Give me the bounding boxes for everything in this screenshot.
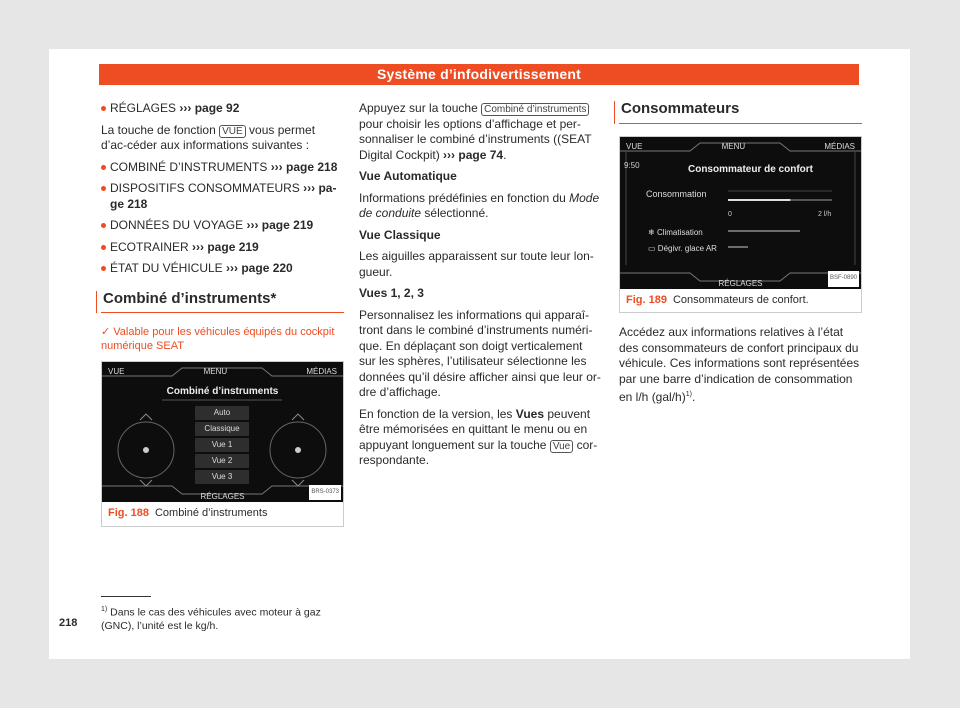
screen-medias[interactable]: MÉDIAS bbox=[824, 141, 855, 151]
figure-caption: Fig. 188 Combiné d’instruments bbox=[108, 507, 268, 519]
scale-min: 0 bbox=[728, 210, 732, 218]
applicability-note: ✓ Valable pour les véhicules équipés du cockpit numérique SEAT bbox=[101, 326, 335, 352]
subheading: Vue Automatique bbox=[359, 169, 457, 183]
snowflake-icon: ❄ bbox=[648, 227, 655, 237]
page-reference[interactable]: ››› page 74 bbox=[443, 147, 504, 162]
menu-option-auto[interactable]: Auto bbox=[195, 406, 249, 420]
page-number: 218 bbox=[59, 617, 78, 629]
screen-reglages[interactable]: RÉGLAGES bbox=[718, 278, 763, 288]
column-3 bbox=[619, 101, 862, 412]
section-title: Combiné d’instruments* bbox=[101, 291, 344, 314]
paragraph: Informations prédéfinies en fonction du Mode de conduite sélectionné. bbox=[359, 190, 600, 220]
subheading: Vue Classique bbox=[359, 227, 441, 242]
menu-option-vue2[interactable]: Vue 2 bbox=[195, 454, 249, 468]
screen-title: Consommateur de confort bbox=[687, 163, 813, 175]
menu-option-vue1[interactable]: Vue 1 bbox=[195, 438, 249, 452]
list-item: ÉTAT DU VÉHICULE ››› page 220 bbox=[101, 261, 344, 277]
subheading: Vues 1, 2, 3 bbox=[359, 286, 424, 300]
figure-code: BSF-0890 bbox=[828, 271, 859, 287]
column-1 bbox=[101, 101, 344, 527]
scale-max: 2 l/h bbox=[818, 210, 832, 218]
screen-title: Combiné d’instruments bbox=[166, 386, 279, 397]
list-item: DISPOSITIFS CONSOMMATEURS ››› pa-ge 218 bbox=[101, 181, 344, 212]
intro-paragraph: La touche de fonction VUE vous permet d’ac-céder aux informations suivantes : bbox=[101, 122, 316, 152]
page-reference[interactable]: ››› page 219 bbox=[192, 239, 259, 254]
list-item: RÉGLAGES ››› page 92 bbox=[101, 101, 344, 117]
screen-image bbox=[102, 362, 343, 502]
footnote-divider bbox=[101, 596, 151, 597]
figure-caption: Fig. 189 Consommateurs de confort. bbox=[626, 293, 809, 306]
screen-top-bar bbox=[620, 137, 861, 153]
vue-key: Vue bbox=[550, 440, 573, 453]
menu-option-vue3[interactable]: Vue 3 bbox=[195, 470, 249, 484]
page-reference[interactable]: ››› pa-ge 218 bbox=[110, 181, 337, 211]
column-2 bbox=[359, 101, 602, 475]
page-reference[interactable]: ››› page 218 bbox=[270, 159, 338, 174]
list-item: ECOTRAINER ››› page 219 bbox=[101, 240, 344, 256]
paragraph: Les aiguilles apparaissent sur toute leur lon-gueur. bbox=[359, 249, 594, 279]
figure-code: BRS-0373 bbox=[309, 485, 341, 501]
list-item: COMBINÉ D’INSTRUMENTS ››› page 218 bbox=[101, 160, 344, 176]
screen-menu[interactable]: MENU bbox=[721, 141, 746, 151]
page-reference[interactable]: ››› page 220 bbox=[226, 261, 293, 275]
screen-top-bar bbox=[102, 362, 343, 378]
item-climatisation: ❄ Climatisation bbox=[648, 227, 703, 237]
screen-reglages[interactable]: RÉGLAGES bbox=[200, 492, 245, 501]
list-item: DONNÉES DU VOYAGE ››› page 219 bbox=[101, 218, 344, 234]
page-reference[interactable]: ››› page 92 bbox=[179, 101, 240, 115]
section-title: Consommateurs bbox=[619, 101, 862, 124]
screen-medias[interactable]: MÉDIAS bbox=[306, 367, 337, 376]
screen-vue[interactable]: VUE bbox=[108, 367, 125, 376]
footnote: $^{1)}$ Dans le cas des véhicules avec moteur à gaz (GNC), l’unité est le kg/h. bbox=[101, 596, 344, 633]
figure-188 bbox=[101, 361, 344, 527]
page-header: Système d’infodivertissement bbox=[99, 64, 859, 85]
menu-option-classique[interactable]: Classique bbox=[195, 422, 249, 436]
item-degivrage: ▭ Dégivr. glace AR bbox=[648, 243, 717, 253]
combine-key: Combiné d’instruments bbox=[481, 103, 589, 116]
screen-time: 9:50 bbox=[624, 160, 640, 170]
screen-menu[interactable]: MENU bbox=[203, 367, 228, 376]
figure-189 bbox=[619, 136, 862, 314]
consumption-label: Consommation bbox=[646, 188, 707, 199]
paragraph: Accédez aux informations relatives à l’état des consommateurs de confort principaux du véhicule. Ces informations sont représentées par une barre d’indication de consommation en l/h $(gal/h)^{1)}$. bbox=[619, 325, 860, 404]
screen-vue[interactable]: VUE bbox=[626, 141, 643, 151]
paragraph: En fonction de la version, les Vues peuvent être mémorisées en quittant le menu ou en appuyant longuement sur la touche Vue cor-respondante. bbox=[359, 406, 598, 467]
page-reference[interactable]: ››› page 219 bbox=[246, 218, 314, 232]
vue-key: VUE bbox=[219, 125, 246, 138]
document-page bbox=[49, 49, 910, 659]
paragraph: Personnalisez les informations qui apparaî-tront dans le combiné d’instruments numéri-que. En déplaçant son doigt verticalement sur les sphères, l’utilisateur sélectionne les données qu’il désire afficher ainsi que leur or-dre d’affichage. bbox=[359, 307, 601, 399]
paragraph: Appuyez sur la touche Combiné d’instruments pour choisir les options d’affichage et per-sonnaliser le combiné d’instruments ((SEAT Digital Cockpit) ››› page 74. bbox=[359, 101, 592, 162]
rear-defrost-icon: ▭ bbox=[648, 243, 656, 253]
screen-image bbox=[620, 137, 861, 289]
